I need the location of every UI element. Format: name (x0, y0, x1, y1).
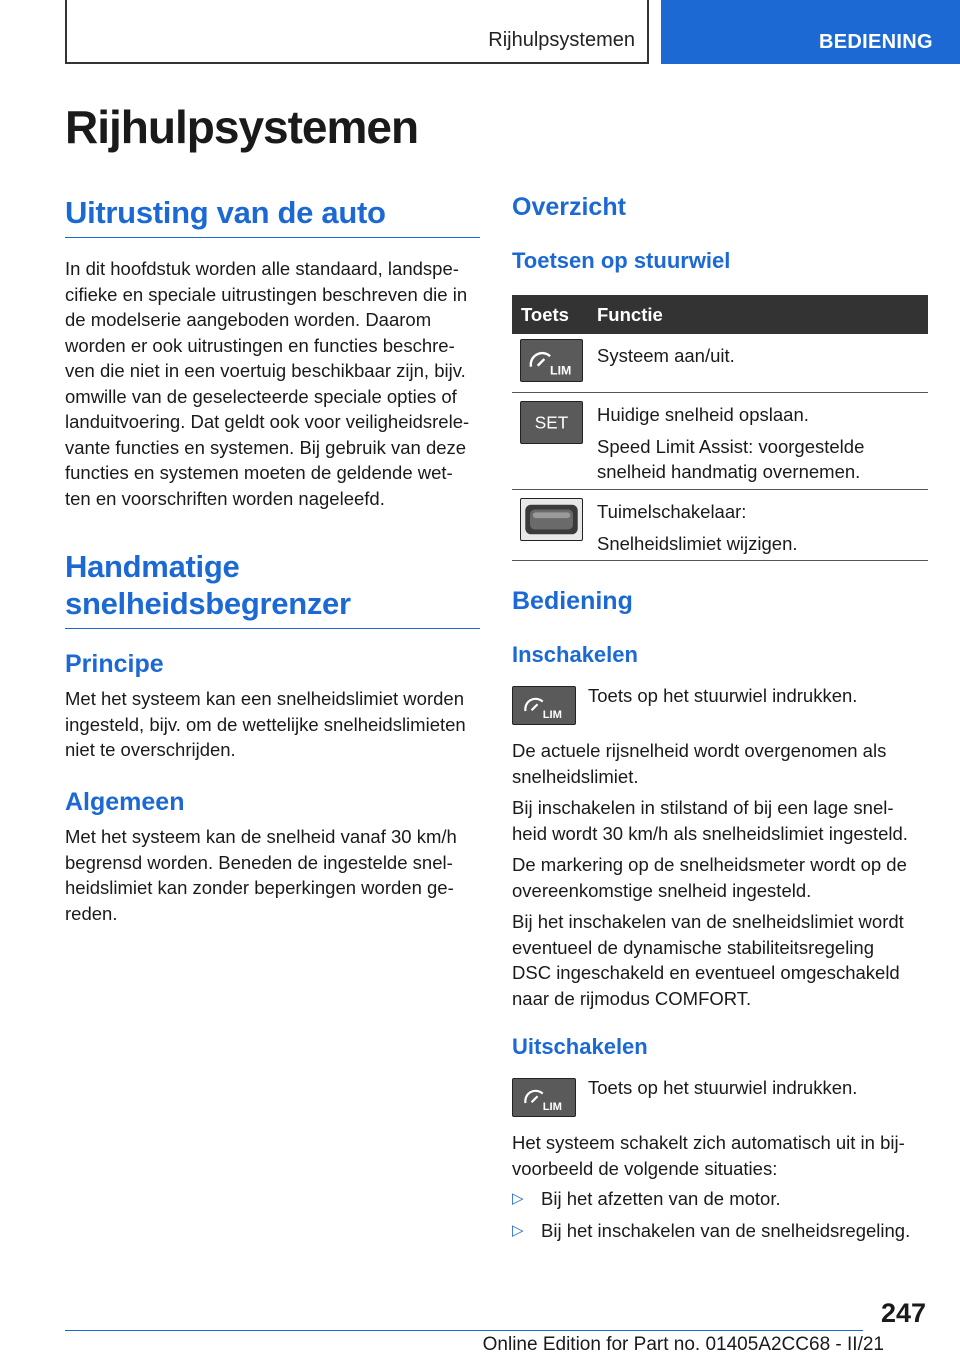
function-text (597, 499, 928, 556)
heading-steering-buttons: Toetsen op stuurwiel (512, 248, 731, 273)
lim-button-icon (512, 1078, 576, 1117)
rocker-switch-icon (520, 498, 583, 541)
paragraph-general (65, 824, 480, 926)
triangle-bullet-icon: ▷ (512, 1190, 524, 1207)
text-line: ingesteld, bijv. om de wettelijke snelheidslimieten (65, 713, 466, 735)
table-header (512, 295, 928, 334)
text-line: ten en voorschriften worden nageleefd. (65, 487, 385, 509)
text-line: snelheid handmatig overnemen. (597, 461, 861, 482)
switch-off-instruction: Toets op het stuurwiel indrukken. (588, 1077, 858, 1098)
list-item-text: Bij het afzetten van de motor. (541, 1188, 781, 1209)
svg-text:LIM: LIM (550, 363, 572, 378)
text-line: cifieke en speciale uitrustingen beschreven die in (65, 283, 468, 305)
header-section-title: Rijhulpsystemen (488, 29, 635, 51)
heading-principle: Principe (65, 650, 164, 678)
text-line: eventueel de dynamische stabiliteitsregeling (512, 936, 874, 958)
text-line: de modelserie aangeboden worden. Daarom (65, 309, 432, 330)
lim-button-icon (512, 686, 576, 725)
text-line: Het systeem schakelt zich automatisch uit in bij- (512, 1132, 905, 1153)
lim-button-icon (520, 339, 583, 382)
paragraph-switch-off (512, 1130, 928, 1181)
text-line: overeenkomstige snelheid ingesteld. (512, 879, 812, 901)
text-line: De markering op de snelheidsmeter wordt op de (512, 854, 907, 875)
heading-line: Handmatige (65, 549, 240, 584)
text-line: DSC ingeschakeld en eventueel omgeschakeld (512, 962, 900, 983)
text-line: heid wordt 30 km/h als snelheidslimiet ingesteld. (512, 822, 908, 844)
text-line: Huidige snelheid opslaan. (597, 404, 809, 425)
page-title: Rijhulpsystemen (65, 101, 419, 153)
text-line: begrensd worden. Beneden de ingestelde snel- (65, 851, 453, 873)
heading-line: snelheidsbegrenzer (65, 586, 351, 621)
heading-operation: Bediening (512, 587, 633, 615)
heading-speed-limiter (65, 548, 480, 629)
triangle-bullet-icon: ▷ (512, 1222, 524, 1239)
footer-divider (65, 1330, 863, 1331)
text-line: Snelheidslimiet wijzigen. (597, 532, 798, 554)
text-line: In dit hoofdstuk worden alle standaard, landspe- (65, 258, 459, 279)
text-line: naar de rijmodus COMFORT. (512, 987, 752, 1009)
svg-text:LIM: LIM (542, 1100, 562, 1113)
text-line: Bij het inschakelen van de snelheidslimiet wordt (512, 911, 904, 932)
text-line: niet te overschrijden. (65, 739, 236, 760)
text-line: voorbeeld de volgende situaties: (512, 1157, 778, 1179)
heading-overview: Overzicht (512, 193, 626, 221)
heading-switch-off: Uitschakelen (512, 1034, 648, 1059)
text-line: functies en systemen moeten de geldende wet- (65, 462, 453, 483)
paragraph-equipment (65, 256, 480, 511)
heading-equipment: Uitrusting van de auto (65, 194, 480, 238)
text-line: Met het systeem kan een snelheidslimiet worden (65, 688, 464, 709)
function-text: Systeem aan/uit. (597, 345, 735, 366)
text-line: Speed Limit Assist: voorgestelde (597, 435, 865, 457)
text-line: heidslimiet kan zonder beperkingen worden ge- (65, 877, 454, 898)
heading-switch-on: Inschakelen (512, 642, 638, 667)
table-row (512, 490, 928, 561)
switch-on-instruction: Toets op het stuurwiel indrukken. (588, 685, 858, 706)
heading-general: Algemeen (65, 788, 185, 816)
text-line: snelheidslimiet. (512, 765, 639, 787)
header-section-tab (65, 0, 649, 64)
set-button-icon (520, 401, 583, 444)
header-chapter-tab (661, 0, 960, 64)
text-line: ven die niet in een voertuig beschikbaar zijn, bijv. (65, 360, 466, 381)
text-line: reden. (65, 902, 118, 924)
text-line: vante functies en systemen. Bij gebruik van deze (65, 436, 467, 458)
header-chapter-title: BEDIENING (819, 31, 933, 53)
set-key-label: SET (534, 412, 569, 433)
text-line: Tuimelschakelaar: (597, 501, 747, 522)
text-line: Met het systeem kan de snelheid vanaf 30 km/h (65, 826, 457, 847)
text-line: worden er ook uitrustingen en functies beschre- (65, 334, 455, 356)
text-line: De actuele rijsnelheid wordt overgenomen als (512, 740, 887, 761)
table-header-key: Toets (521, 304, 569, 325)
text-line: Bij inschakelen in stilstand of bij een lage snel- (512, 797, 894, 818)
table-row (512, 393, 928, 490)
svg-text:LIM: LIM (542, 708, 562, 721)
paragraph-principle (65, 686, 480, 763)
table-header-function: Functie (597, 304, 663, 325)
function-text (597, 402, 928, 485)
table-row (512, 334, 928, 393)
page-number: 247 (880, 1298, 926, 1328)
list-item-text: Bij het inschakelen van de snelheidsregeling. (541, 1220, 911, 1241)
footer-edition: Online Edition for Part no. 01405A2CC68 - II/21 (482, 1334, 884, 1355)
text-line: landuitvoering. Dat geldt ook voor veiligheidsrele- (65, 411, 470, 432)
paragraph-switch-on (512, 738, 928, 1011)
text-line: omwille van de geselecteerde speciale opties of (65, 385, 457, 407)
